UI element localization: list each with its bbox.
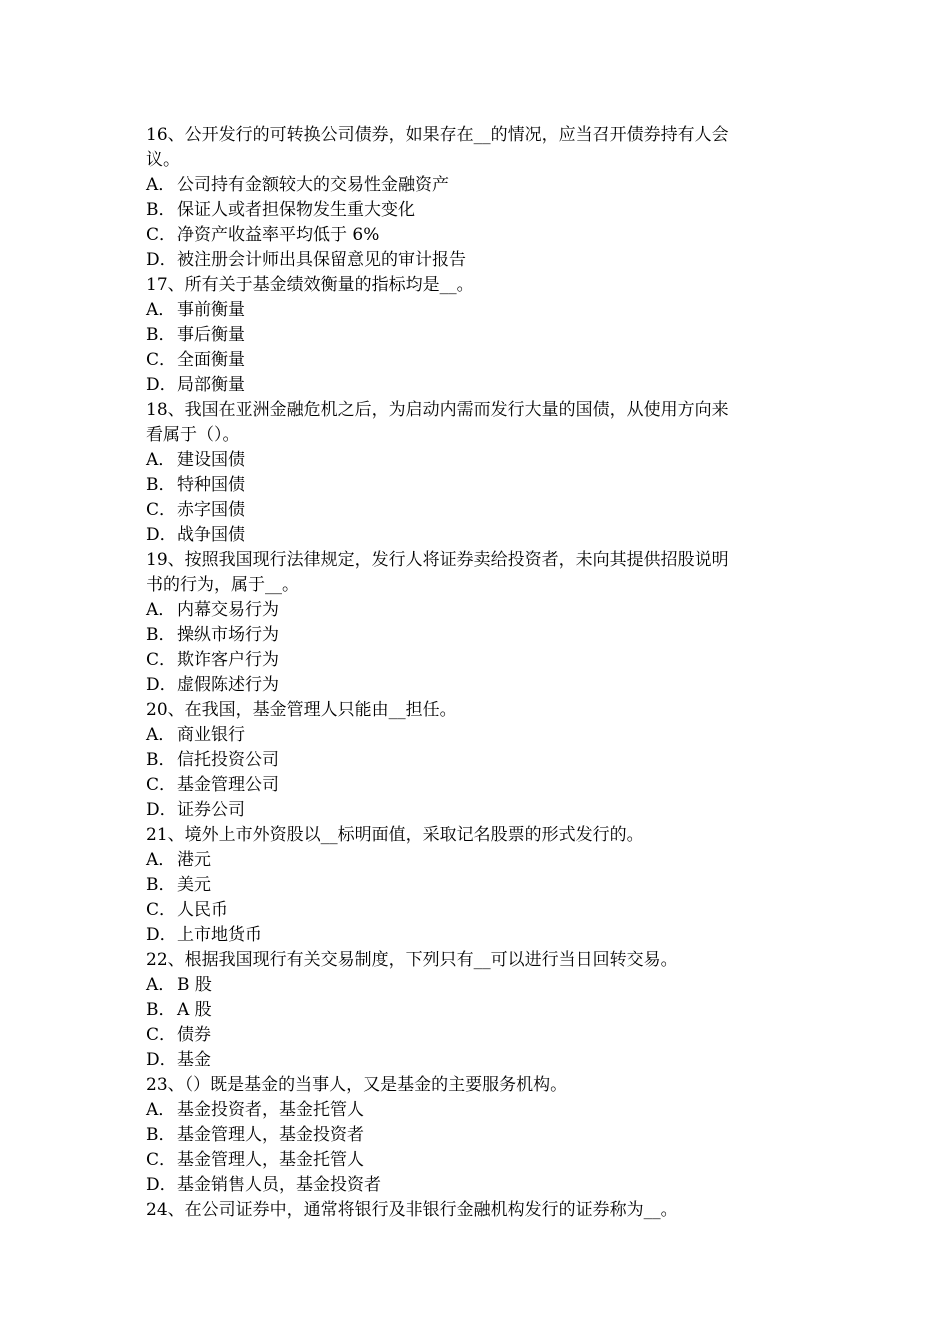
answer-option xyxy=(146,448,816,473)
option-text: 基金管理人，基金投资者 xyxy=(177,1125,364,1145)
option-letter: A． xyxy=(146,450,176,470)
option-letter: B． xyxy=(146,475,176,495)
option-text: 证券公司 xyxy=(177,800,245,820)
answer-option xyxy=(146,1048,816,1073)
option-text: 被注册会计师出具保留意见的审计报告 xyxy=(177,250,466,270)
answer-option xyxy=(146,748,816,773)
option-letter: C． xyxy=(146,1025,177,1045)
option-text: 信托投资公司 xyxy=(177,750,279,770)
option-text: 上市地货币 xyxy=(177,925,262,945)
option-letter: C． xyxy=(146,225,177,245)
question-block xyxy=(146,1073,816,1198)
answer-option xyxy=(146,648,816,673)
question-text-line: 22、根据我国现行有关交易制度，下列只有__可以进行当日回转交易。 xyxy=(146,950,678,970)
option-letter: B． xyxy=(146,875,176,895)
answer-option xyxy=(146,498,816,523)
question-text-line: 20、在我国，基金管理人只能由__担任。 xyxy=(146,700,457,720)
option-text: 事前衡量 xyxy=(177,300,245,320)
question-text-line: 24、在公司证券中，通常将银行及非银行金融机构发行的证券称为__。 xyxy=(146,1200,678,1220)
option-text: 基金销售人员，基金投资者 xyxy=(177,1175,381,1195)
option-letter: A． xyxy=(146,600,176,620)
option-letter: A． xyxy=(146,175,176,195)
option-letter: B． xyxy=(146,200,176,220)
answer-option xyxy=(146,898,816,923)
question-text-line: 18、我国在亚洲金融危机之后，为启动内需而发行大量的国债，从使用方向来 xyxy=(146,400,729,420)
option-letter: B． xyxy=(146,625,176,645)
answer-option xyxy=(146,623,816,648)
option-letter: C． xyxy=(146,350,177,370)
document-page xyxy=(146,123,816,1223)
option-text: B 股 xyxy=(177,975,212,995)
question-block xyxy=(146,398,816,548)
option-text: 基金管理人，基金托管人 xyxy=(177,1150,364,1170)
question-block xyxy=(146,273,816,398)
option-letter: A． xyxy=(146,1100,176,1120)
answer-option xyxy=(146,298,816,323)
question-text-line: 21、境外上市外资股以__标明面值，采取记名股票的形式发行的。 xyxy=(146,825,644,845)
answer-option xyxy=(146,323,816,348)
option-letter: C． xyxy=(146,775,177,795)
option-text: 赤字国债 xyxy=(177,500,245,520)
option-text: 欺诈客户行为 xyxy=(177,650,279,670)
option-letter: D． xyxy=(146,1050,177,1070)
option-text: 保证人或者担保物发生重大变化 xyxy=(177,200,415,220)
question-block xyxy=(146,123,816,273)
option-letter: B． xyxy=(146,1000,176,1020)
answer-option xyxy=(146,348,816,373)
option-letter: B． xyxy=(146,1125,176,1145)
question-block xyxy=(146,823,816,948)
question-text-line: 17、所有关于基金绩效衡量的指标均是__。 xyxy=(146,275,474,295)
question-text-line: 看属于（）。 xyxy=(146,425,240,445)
question-block xyxy=(146,948,816,1073)
option-letter: D． xyxy=(146,250,177,270)
option-text: 人民币 xyxy=(177,900,228,920)
option-text: 商业银行 xyxy=(177,725,245,745)
option-text: 基金投资者，基金托管人 xyxy=(177,1100,364,1120)
answer-option xyxy=(146,173,816,198)
option-letter: C． xyxy=(146,1150,177,1170)
option-letter: D． xyxy=(146,675,177,695)
answer-option xyxy=(146,1123,816,1148)
answer-option xyxy=(146,598,816,623)
question-text-line: 16、公开发行的可转换公司债券，如果存在__的情况，应当召开债券持有人会 xyxy=(146,125,729,145)
option-letter: C． xyxy=(146,900,177,920)
option-text: 事后衡量 xyxy=(177,325,245,345)
question-text-line: 19、按照我国现行法律规定，发行人将证券卖给投资者，未向其提供招股说明 xyxy=(146,550,729,570)
option-letter: A． xyxy=(146,975,176,995)
option-text: 局部衡量 xyxy=(177,375,245,395)
option-text: 美元 xyxy=(177,875,211,895)
answer-option xyxy=(146,473,816,498)
answer-option xyxy=(146,923,816,948)
option-letter: D． xyxy=(146,925,177,945)
option-letter: C． xyxy=(146,500,177,520)
option-text: 建设国债 xyxy=(177,450,245,470)
option-text: 公司持有金额较大的交易性金融资产 xyxy=(177,175,449,195)
option-text: 港元 xyxy=(177,850,211,870)
question-text-line: 书的行为，属于__。 xyxy=(146,575,299,595)
answer-option xyxy=(146,223,816,248)
answer-option xyxy=(146,848,816,873)
option-letter: A． xyxy=(146,725,176,745)
question-text-line: 议。 xyxy=(146,150,180,170)
option-letter: C． xyxy=(146,650,177,670)
answer-option xyxy=(146,1173,816,1198)
answer-option xyxy=(146,1148,816,1173)
option-text: 净资产收益率平均低于 6% xyxy=(177,225,380,245)
answer-option xyxy=(146,798,816,823)
option-letter: B． xyxy=(146,325,176,345)
answer-option xyxy=(146,773,816,798)
question-text-line: 23、（）既是基金的当事人，又是基金的主要服务机构。 xyxy=(146,1075,568,1095)
option-text: A 股 xyxy=(177,1000,212,1020)
option-text: 虚假陈述行为 xyxy=(177,675,279,695)
option-letter: D． xyxy=(146,800,177,820)
question-block xyxy=(146,698,816,823)
question-block xyxy=(146,1198,816,1223)
question-block xyxy=(146,548,816,698)
option-text: 操纵市场行为 xyxy=(177,625,279,645)
option-letter: D． xyxy=(146,375,177,395)
option-letter: A． xyxy=(146,850,176,870)
option-text: 内幕交易行为 xyxy=(177,600,279,620)
option-letter: D． xyxy=(146,525,177,545)
option-text: 债券 xyxy=(177,1025,211,1045)
option-letter: A． xyxy=(146,300,176,320)
answer-option xyxy=(146,998,816,1023)
answer-option xyxy=(146,1023,816,1048)
answer-option xyxy=(146,723,816,748)
answer-option xyxy=(146,1098,816,1123)
answer-option xyxy=(146,198,816,223)
option-letter: D． xyxy=(146,1175,177,1195)
answer-option xyxy=(146,673,816,698)
answer-option xyxy=(146,973,816,998)
option-text: 全面衡量 xyxy=(177,350,245,370)
answer-option xyxy=(146,873,816,898)
option-text: 基金 xyxy=(177,1050,211,1070)
answer-option xyxy=(146,248,816,273)
option-text: 基金管理公司 xyxy=(177,775,279,795)
option-text: 战争国债 xyxy=(177,525,245,545)
option-text: 特种国债 xyxy=(177,475,245,495)
answer-option xyxy=(146,523,816,548)
answer-option xyxy=(146,373,816,398)
option-letter: B． xyxy=(146,750,176,770)
